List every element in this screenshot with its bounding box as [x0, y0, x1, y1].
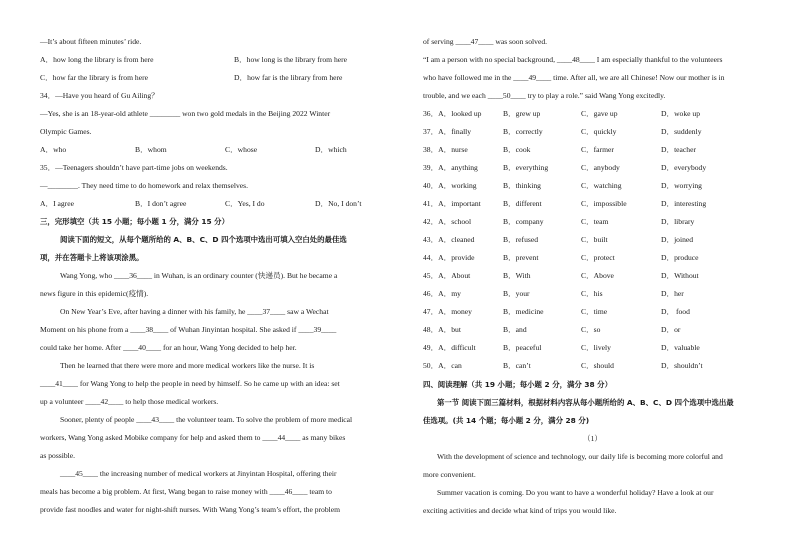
cloze-option: B．your — [503, 289, 530, 298]
part1-instruction-2: 佳选项。(共 14 个题；每小题 2 分，满分 28 分) — [423, 416, 590, 425]
q34-option-d: D．which — [315, 145, 347, 154]
passage-line: Then he learned that there were more and more medical workers like the nurse. It is — [60, 361, 315, 370]
passage-line: Wang Yong, who ____36____ in Wuhan, is an ordinary counter (快递员). But he became a — [60, 271, 338, 280]
q35-option-b: B．I don’t agree — [135, 199, 187, 208]
cloze-option: C．Above — [581, 271, 614, 280]
cloze-option: B．cook — [503, 145, 531, 154]
passage-line: On New Year’s Eve, after having a dinner with his family, he ____37____ saw a Wechat — [60, 307, 329, 316]
q34-line-3: Olympic Games. — [40, 127, 92, 136]
passage-line: provide fast noodles and water for night-shift nurses. With Wang Yong’s team’s effort, the problem — [40, 505, 341, 514]
cloze-option: B．medicine — [503, 307, 544, 316]
cloze-option: D．Without — [661, 271, 699, 280]
cloze-option: D．teacher — [661, 145, 696, 154]
cloze-option: D．library — [661, 217, 695, 226]
cloze-option: C．lively — [581, 343, 611, 352]
cloze-option: 43．A．cleaned — [423, 235, 475, 244]
passage-line: ____45____ the increasing number of medical workers at Jinyintan Hospital, offering their — [60, 469, 337, 478]
passage-line: “I am a person with no special background, ____48____ I am especially thankful to the volunteers — [423, 55, 723, 64]
q35-option-a: A．I agree — [40, 199, 74, 208]
cloze-option: D．joined — [661, 235, 694, 244]
cloze-option: D．worrying — [661, 181, 702, 190]
cloze-option: C．quickly — [581, 127, 617, 136]
q34-option-b: B．whom — [135, 145, 167, 154]
cloze-option: 47．A．money — [423, 307, 472, 316]
passage-line: Sooner, plenty of people ____43____ the volunteer team. To solve the problem of more medical — [60, 415, 353, 424]
cloze-option: D． food — [661, 307, 690, 316]
cloze-option: D．suddenly — [661, 127, 702, 136]
q33-option-b: B．how long is the library from here — [234, 55, 348, 64]
q33-answer-line: —It’s about fifteen minutes’ ride. — [40, 37, 142, 46]
reading-line: Summer vacation is coming. Do you want to have a wonderful holiday? Have a look at our — [437, 488, 714, 497]
cloze-option: B．can’t — [503, 361, 531, 370]
passage-line: could take her home. After ____40____ for an hour, Wang Yong decided to help her. — [40, 343, 297, 352]
cloze-option: D．interesting — [661, 199, 707, 208]
cloze-option: 48．A．but — [423, 325, 461, 334]
q33-option-d: D．how far is the library from here — [234, 73, 343, 82]
cloze-option: C．team — [581, 217, 609, 226]
passage-line: up a volunteer ____42____ to help those medical workers. — [40, 397, 219, 406]
cloze-option: C．so — [581, 325, 601, 334]
section3-heading: 三，完形填空（共 15 小题；每小题 1 分，满分 15 分） — [40, 217, 229, 226]
cloze-option: C．watching — [581, 181, 622, 190]
reading-line: With the development of science and technology, our daily life is becoming more colorful and — [437, 452, 723, 461]
cloze-option: B．thinking — [503, 181, 541, 190]
cloze-option: B．and — [503, 325, 527, 334]
cloze-option: B．everything — [503, 163, 549, 172]
cloze-option: C．gave up — [581, 109, 618, 118]
cloze-option: D．her — [661, 289, 684, 298]
passage-line: trouble, and we each ____50____ try to play a role.” said Wang Yong excitedly. — [423, 91, 666, 100]
q34-option-a: A．who — [40, 145, 67, 154]
cloze-option: 38．A．nurse — [423, 145, 468, 154]
q35-option-c: C．Yes, I do — [225, 199, 265, 208]
reading-line: more convenient. — [423, 470, 476, 479]
cloze-option: B．different — [503, 199, 542, 208]
passage-line: who have followed me in the ____49____ time. After all, we are all Chinese! Now our mother is in — [423, 73, 725, 82]
cloze-option: 44．A．provide — [423, 253, 475, 262]
cloze-option: 42．A．school — [423, 217, 472, 226]
cloze-option: C．should — [581, 361, 614, 370]
q35-question: 35．—Teenagers shouldn’t have part-time jobs on weekends. — [40, 163, 228, 172]
cloze-option: 49．A．difficult — [423, 343, 476, 352]
passage-line: workers, Wang Yong asked Mobike company for help and asked them to ____44____ as many bikes — [40, 433, 346, 442]
cloze-option: 45．A．About — [423, 271, 471, 280]
section4-heading: 四、阅读理解（共 19 小题；每小题 2 分，满分 38 分） — [423, 380, 612, 389]
cloze-option: D．produce — [661, 253, 699, 262]
reading-line: exciting activities and decide what kind of trips you would like. — [423, 506, 617, 515]
q33-option-c: C．how far the library is from here — [40, 73, 148, 82]
q35-line-2: —________. They need time to do homework and relax themselves. — [40, 181, 249, 190]
cloze-option: B．peaceful — [503, 343, 542, 352]
cloze-option: 46．A．my — [423, 289, 461, 298]
cloze-option: C．built — [581, 235, 608, 244]
cloze-option: 37．A．finally — [423, 127, 472, 136]
section3-instruction-1: 阅读下面的短文，从每个题所给的 A、B、C、D 四个选项中选出可填入空白处的最佳选 — [60, 235, 347, 244]
cloze-option: C．anybody — [581, 163, 620, 172]
cloze-option: C．his — [581, 289, 603, 298]
cloze-option: B．company — [503, 217, 544, 226]
cloze-option: C．time — [581, 307, 608, 316]
passage-line: Moment on his phone from a ____38____ of Wuhan Jinyintan hospital. She asked if ____39____ — [40, 325, 337, 334]
cloze-option: D．valuable — [661, 343, 700, 352]
cloze-option: D．everybody — [661, 163, 707, 172]
q34-option-c: C．whose — [225, 145, 258, 154]
cloze-option: 41．A．important — [423, 199, 481, 208]
cloze-option: C．farmer — [581, 145, 614, 154]
passage-line: news figure in this epidemic(疫情). — [40, 289, 149, 298]
cloze-option: 50．A．can — [423, 361, 462, 370]
cloze-option: B．refused — [503, 235, 539, 244]
cloze-option: D．woke up — [661, 109, 701, 118]
cloze-option: 36．A．looked up — [423, 109, 482, 118]
passage-number: （1） — [583, 434, 602, 443]
cloze-option: C．impossible — [581, 199, 627, 208]
q35-option-d: D．No, I don’t — [315, 199, 362, 208]
section3-instruction-2: 项，并在答题卡上将该项涂黑。 — [40, 253, 144, 262]
cloze-option: D．or — [661, 325, 681, 334]
cloze-option: D．shouldn’t — [661, 361, 703, 370]
cloze-option: B．prevent — [503, 253, 539, 262]
passage-line: of serving ____47____ was soon solved. — [423, 37, 548, 46]
cloze-option: 39．A．anything — [423, 163, 478, 172]
passage-line: ____41____ for Wang Yong to help the people in need by himself. So he came up with an idea: set — [40, 379, 340, 388]
part1-instruction-1: 第一节 阅读下面三篇材料，根据材料内容从每小题所给的 A、B、C、D 四个选项中选出最 — [437, 398, 734, 407]
cloze-option: B．correctly — [503, 127, 543, 136]
passage-line: meals has become a big problem. At first, Wang began to raise money with ____46____ team to — [40, 487, 332, 496]
passage-line: as possible. — [40, 451, 76, 460]
q34-line-2: —Yes, she is an 18-year-old athlete ________ won two gold medals in the Beijing 2022 Winter — [40, 109, 331, 118]
cloze-option: B．grew up — [503, 109, 541, 118]
cloze-option: 40．A．working — [423, 181, 477, 190]
cloze-option: B．With — [503, 271, 531, 280]
cloze-option: C．protect — [581, 253, 615, 262]
q34-question: 34．—Have you heard of Gu Ailing？ — [40, 91, 159, 100]
q33-option-a: A．how long the library is from here — [40, 55, 154, 64]
